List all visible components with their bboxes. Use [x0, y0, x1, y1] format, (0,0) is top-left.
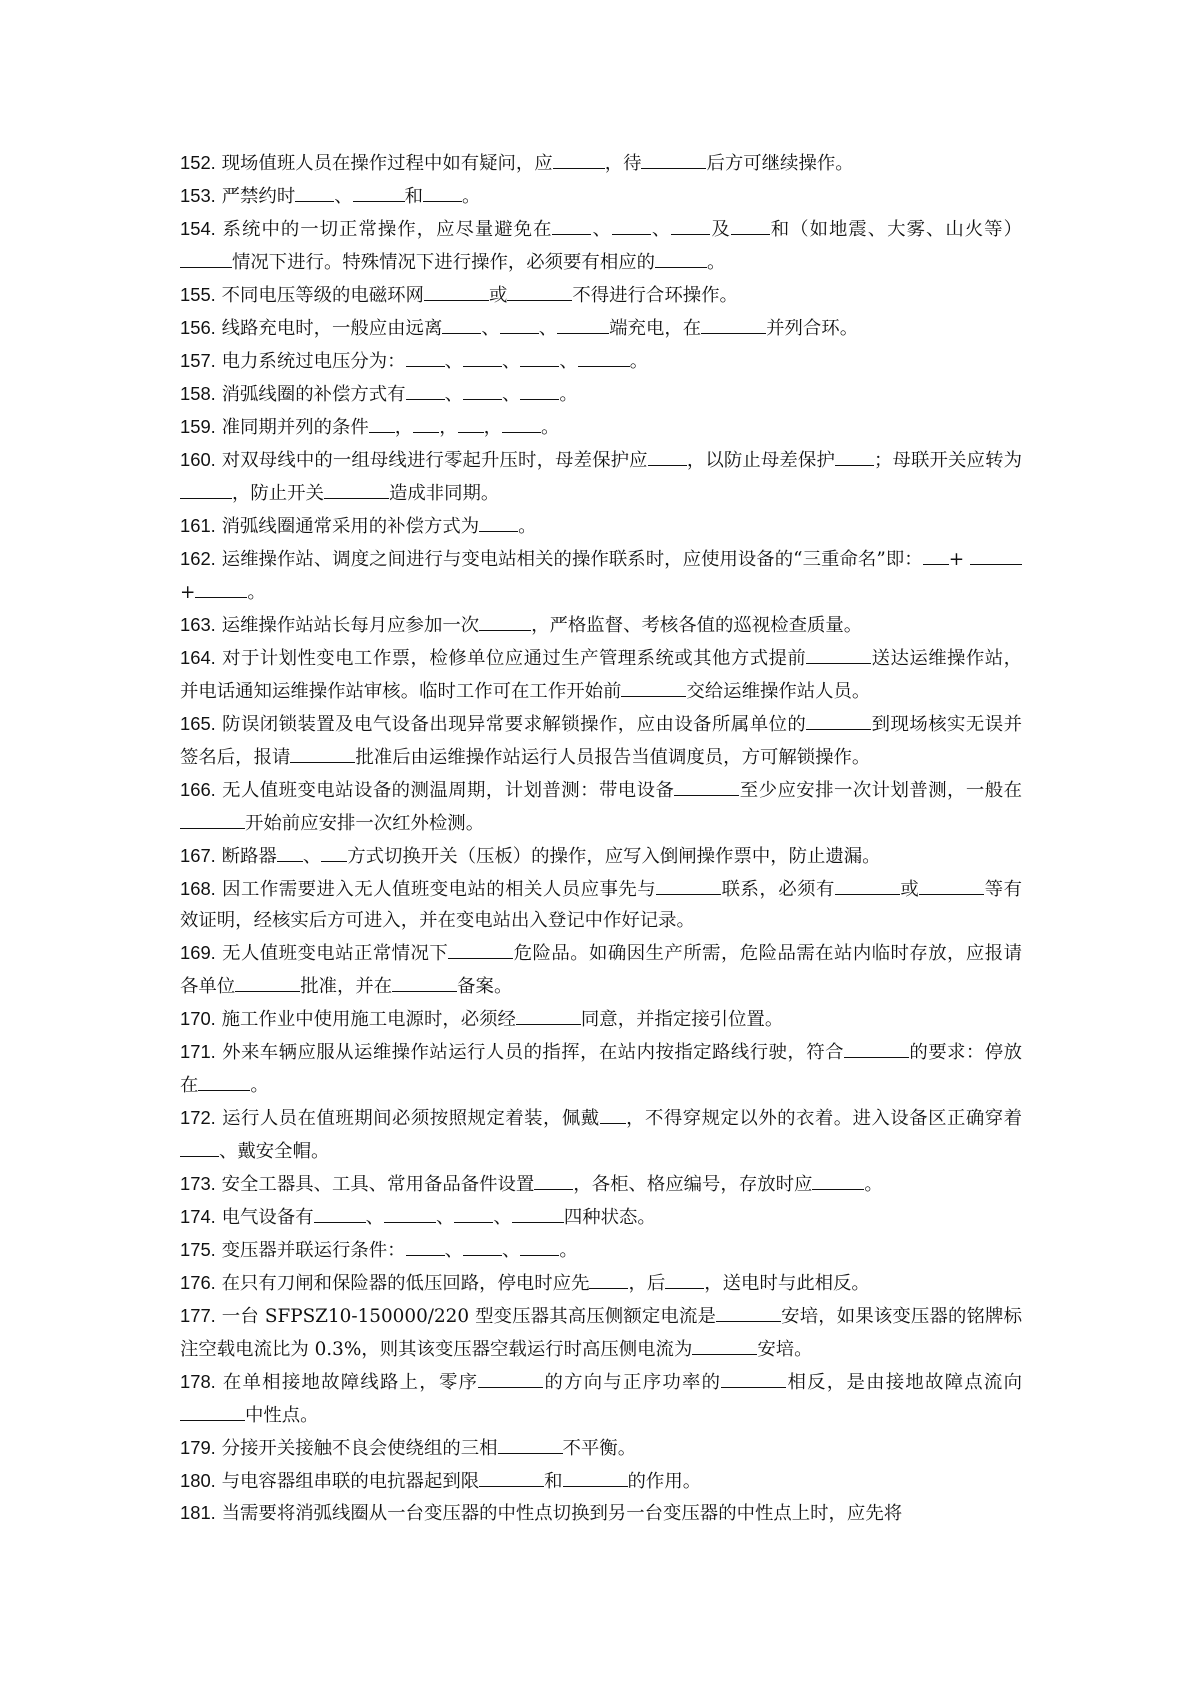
answer-blank[interactable]	[520, 1233, 559, 1256]
question-number: 170.	[180, 1008, 216, 1029]
question-number: 169.	[180, 942, 216, 963]
question-item	[180, 1200, 1022, 1233]
question-text: 、	[365, 1207, 385, 1228]
answer-blank[interactable]	[290, 740, 355, 763]
question-text: 或	[488, 285, 508, 306]
question-number: 175.	[180, 1239, 216, 1260]
question-text: 安全工器具、工具、常用备品备件设置	[215, 1174, 535, 1195]
question-item	[180, 641, 1022, 707]
question-text: 并列合环。	[766, 318, 859, 339]
question-item	[180, 146, 1022, 179]
question-text: 备案。	[457, 976, 513, 997]
question-item	[180, 773, 1022, 839]
answer-blank[interactable]	[692, 1332, 757, 1355]
question-list	[180, 146, 1022, 1529]
question-text: 方式切换开关（压板）的操作，应写入倒闸操作票中，防止遗漏。	[347, 846, 881, 867]
question-number: 168.	[180, 878, 216, 899]
answer-blank[interactable]	[641, 146, 706, 169]
answer-blank[interactable]	[516, 1002, 581, 1025]
question-text: 、	[493, 1207, 512, 1228]
question-text: 不平衡。	[562, 1438, 637, 1459]
answer-blank[interactable]	[731, 212, 770, 235]
question-text: 和（如地震、大雾、山火等）	[769, 219, 1022, 240]
answer-blank[interactable]	[180, 806, 245, 829]
question-item	[180, 410, 1022, 443]
question-text: 相反，是由接地故障点流向	[786, 1372, 1022, 1393]
question-text: 等有效证明，经核实后方可进入，并在变电站出入登记中作好记录。	[180, 879, 1022, 931]
question-text: 电力系统过电压分为：	[215, 351, 406, 372]
question-text: 后方可继续操作。	[706, 153, 854, 174]
question-text: ，各柜、格应编号，存放时应	[573, 1174, 813, 1195]
answer-blank[interactable]	[701, 311, 766, 334]
question-number: 176.	[180, 1272, 216, 1293]
question-text: 同意，并指定接引位置。	[580, 1009, 784, 1030]
answer-blank[interactable]	[479, 1464, 544, 1487]
answer-blank[interactable]	[424, 278, 489, 301]
question-text: 。	[250, 1075, 269, 1096]
question-text: ，待	[604, 153, 642, 174]
question-number: 177.	[180, 1305, 216, 1326]
question-text: 不得进行合环操作。	[572, 285, 738, 306]
question-text: ，送电时与此相反。	[704, 1273, 870, 1294]
answer-blank[interactable]	[458, 410, 484, 433]
question-item	[180, 936, 1022, 1002]
question-text: ，后	[628, 1273, 666, 1294]
question-text: 、	[559, 351, 578, 372]
question-number: 167.	[180, 845, 216, 866]
answer-blank[interactable]	[502, 410, 541, 433]
question-item	[180, 1167, 1022, 1200]
answer-blank[interactable]	[600, 1101, 626, 1124]
answer-blank[interactable]	[195, 575, 247, 598]
answer-blank[interactable]	[553, 146, 605, 169]
question-text: 。	[462, 186, 481, 207]
answer-blank[interactable]	[552, 212, 591, 235]
answer-blank[interactable]	[557, 311, 609, 334]
question-item	[180, 839, 1022, 872]
answer-blank[interactable]	[180, 245, 232, 268]
answer-blank[interactable]	[563, 1464, 628, 1487]
answer-blank[interactable]	[512, 1200, 564, 1223]
answer-blank[interactable]	[392, 969, 457, 992]
question-number: 171.	[180, 1041, 216, 1062]
question-text: 中性点。	[245, 1405, 319, 1426]
answer-blank[interactable]	[520, 344, 559, 367]
question-item	[180, 1497, 1022, 1529]
question-text: ，严格监督、考核各值的巡视检查质量。	[531, 615, 863, 636]
question-text: 防误闭锁装置及电气设备出现异常要求解锁操作，应由设备所属单位的	[215, 714, 807, 735]
answer-blank[interactable]	[674, 773, 739, 796]
answer-blank[interactable]	[498, 1431, 563, 1454]
question-text: ，防止开关	[232, 483, 324, 504]
answer-blank[interactable]	[406, 377, 445, 400]
question-number: 163.	[180, 614, 216, 635]
answer-blank[interactable]	[314, 1200, 366, 1223]
question-text: 造成非同期。	[388, 483, 500, 504]
answer-blank[interactable]	[655, 245, 707, 268]
question-number: 160.	[180, 449, 216, 470]
question-item	[180, 1299, 1022, 1365]
answer-blank[interactable]	[463, 344, 502, 367]
question-text: 在只有刀闸和保险器的低压回路，停电时应先	[215, 1273, 590, 1294]
question-text: +	[948, 549, 970, 570]
question-item	[180, 1101, 1022, 1167]
question-item	[180, 1365, 1022, 1431]
question-item	[180, 1464, 1022, 1497]
question-number: 153.	[180, 185, 216, 206]
question-item	[180, 344, 1022, 377]
question-text: 运维操作站、调度之间进行与变电站相关的操作联系时，应使用设备的“三重命名”即：	[215, 549, 923, 570]
question-text: 四种状态。	[563, 1207, 656, 1228]
question-text: 安培，如果该变压器的铭牌标注空载电流比为 0.3%，则其该变压器空载运行时高压侧电流为	[180, 1306, 1022, 1360]
question-text: 无人值班变电站正常情况下	[215, 943, 449, 964]
question-text: 系统中的一切正常操作，应尽量避免在	[215, 219, 553, 240]
question-text: 、戴安全帽。	[219, 1141, 330, 1162]
answer-blank[interactable]	[970, 542, 1022, 565]
question-text: 、	[501, 351, 521, 372]
question-text: 不同电压等级的电磁环网	[215, 285, 424, 306]
question-item	[180, 608, 1022, 641]
question-text: 对于计划性变电工作票，检修单位应通过生产管理系统或其他方式提前	[215, 648, 807, 669]
question-text: 变压器并联运行条件：	[215, 1240, 406, 1261]
question-item	[180, 212, 1022, 278]
answer-blank[interactable]	[479, 509, 518, 532]
question-text: 准同期并列的条件	[215, 417, 369, 438]
answer-blank[interactable]	[198, 1068, 250, 1091]
question-text: 情况下进行。特殊情况下进行操作，必须要有相应的	[232, 252, 655, 273]
answer-blank[interactable]	[478, 1365, 543, 1388]
answer-blank[interactable]	[648, 443, 687, 466]
answer-blank[interactable]	[353, 179, 405, 202]
question-text: 严禁约时	[215, 186, 296, 207]
question-text: 至少应安排一次计划普测，一般在	[739, 780, 1022, 801]
question-text: 线路充电时，一般应由远离	[215, 318, 443, 339]
answer-blank[interactable]	[180, 476, 232, 499]
question-number: 181.	[180, 1502, 216, 1523]
answer-blank[interactable]	[721, 1365, 786, 1388]
question-text: 、	[436, 1207, 455, 1228]
answer-blank[interactable]	[180, 1398, 245, 1421]
question-item	[180, 1233, 1022, 1266]
question-text: 对双母线中的一组母线进行零起升压时，母差保护应	[215, 450, 648, 471]
question-text: 联系，必须有	[721, 879, 835, 900]
answer-blank[interactable]	[844, 1035, 909, 1058]
question-number: 152.	[180, 152, 216, 173]
question-text: 、	[650, 219, 672, 240]
question-number: 178.	[180, 1371, 216, 1392]
question-item	[180, 509, 1022, 542]
question-text: 、	[334, 186, 353, 207]
question-text: 端充电，在	[609, 318, 702, 339]
question-number: 155.	[180, 284, 216, 305]
question-text: 。	[247, 582, 266, 603]
question-number: 174.	[180, 1206, 216, 1227]
question-item	[180, 278, 1022, 311]
answer-blank[interactable]	[423, 179, 462, 202]
answer-blank[interactable]	[369, 410, 395, 433]
answer-blank[interactable]	[665, 1266, 704, 1289]
question-text: 送达运维操作站，并电话通知运维操作站审核。临时工作可在工作开始前	[180, 648, 1022, 702]
question-text: 。	[559, 1240, 578, 1261]
answer-blank[interactable]	[295, 179, 334, 202]
answer-blank[interactable]	[589, 1266, 628, 1289]
question-text: 在单相接地故障线路上，零序	[215, 1372, 479, 1393]
question-text: 的要求：停放在	[180, 1042, 1022, 1096]
question-number: 165.	[180, 713, 216, 734]
answer-blank[interactable]	[923, 542, 949, 565]
question-text: 。	[864, 1174, 883, 1195]
question-text: 和	[544, 1471, 563, 1492]
answer-blank[interactable]	[454, 1200, 493, 1223]
answer-blank[interactable]	[479, 608, 531, 631]
question-text: 。	[707, 252, 726, 273]
answer-blank[interactable]	[835, 872, 900, 895]
question-text: 、	[444, 1240, 463, 1261]
question-text: 运行人员在值班期间必须按照规定着装，佩戴	[215, 1108, 600, 1129]
question-text: 交给运维操作站人员。	[686, 681, 871, 702]
question-text: 及	[710, 219, 731, 240]
question-text: 运维操作站站长每月应参加一次	[215, 615, 480, 636]
question-text: 。	[559, 384, 578, 405]
question-text: 施工作业中使用施工电源时，必须经	[215, 1009, 516, 1030]
question-number: 172.	[180, 1107, 216, 1128]
question-text: 。	[541, 417, 560, 438]
question-text: 和	[404, 186, 424, 207]
question-item	[180, 311, 1022, 344]
question-number: 154.	[180, 218, 216, 239]
question-number: 158.	[180, 383, 216, 404]
question-text: ，	[439, 417, 458, 438]
answer-blank[interactable]	[612, 212, 651, 235]
answer-blank[interactable]	[277, 839, 303, 862]
question-text: 、	[591, 219, 612, 240]
question-text: ；母联开关应转为	[873, 450, 1022, 471]
answer-blank[interactable]	[534, 1167, 573, 1190]
question-item	[180, 1266, 1022, 1299]
answer-blank[interactable]	[324, 476, 389, 499]
question-number: 159.	[180, 416, 216, 437]
question-number: 180.	[180, 1470, 216, 1491]
question-text: 无人值班变电站设备的测温周期，计划普测：带电设备	[215, 780, 675, 801]
answer-blank[interactable]	[500, 311, 539, 334]
question-number: 156.	[180, 317, 216, 338]
answer-blank[interactable]	[621, 674, 686, 697]
question-text: 分接开关接触不良会使绕组的三相	[215, 1438, 498, 1459]
question-text: 、	[481, 318, 500, 339]
question-item	[180, 179, 1022, 212]
question-text: 、	[444, 384, 463, 405]
question-text: +	[180, 582, 196, 603]
question-text: 批准后由运维操作站运行人员报告当值调度员，方可解锁操作。	[355, 747, 871, 768]
question-text: 批准，并在	[300, 976, 393, 997]
answer-blank[interactable]	[919, 872, 984, 895]
answer-blank[interactable]	[578, 344, 630, 367]
question-item	[180, 542, 1022, 608]
answer-blank[interactable]	[321, 839, 347, 862]
question-text: 、	[501, 384, 521, 405]
question-text: 断路器	[215, 846, 277, 867]
answer-blank[interactable]	[806, 707, 871, 730]
answer-blank[interactable]	[413, 410, 439, 433]
answer-blank[interactable]	[442, 311, 481, 334]
question-text: ，	[483, 417, 502, 438]
question-item	[180, 377, 1022, 410]
question-text: 、	[538, 318, 558, 339]
question-text: 到现场核实无误并签名后，报请	[180, 714, 1022, 768]
question-text: 外来车辆应服从运维操作站运行人员的指挥，在站内按指定路线行驶，符合	[215, 1042, 844, 1063]
question-text: 与电容器组串联的电抗器起到限	[215, 1471, 480, 1492]
question-text: 现场值班人员在操作过程中如有疑问，应	[215, 153, 553, 174]
question-item	[180, 707, 1022, 773]
answer-blank[interactable]	[384, 1200, 436, 1223]
answer-blank[interactable]	[235, 969, 300, 992]
question-text: ，以防止母差保护	[686, 450, 835, 471]
question-text: 一台 SFPSZ10-150000/220 型变压器其高压侧额定电流是	[215, 1306, 717, 1327]
question-text: 的方向与正序功率的	[543, 1372, 722, 1393]
question-text: 或	[899, 879, 920, 900]
question-number: 166.	[180, 779, 216, 800]
question-number: 173.	[180, 1173, 216, 1194]
question-text: 消弧线圈通常采用的补偿方式为	[215, 516, 480, 537]
question-text: 当需要将消弧线圈从一台变压器的中性点切换到另一台变压器的中性点上时，应先将	[215, 1503, 903, 1524]
question-text: 消弧线圈的补偿方式有	[215, 384, 406, 405]
question-text: 、	[302, 846, 322, 867]
question-text: 安培。	[757, 1339, 813, 1360]
question-item	[180, 1002, 1022, 1035]
answer-blank[interactable]	[520, 377, 559, 400]
answer-blank[interactable]	[406, 1233, 445, 1256]
question-item	[180, 1431, 1022, 1464]
question-text: 危险品。如确因生产所需，危险品需在站内临时存放，应报请各单位	[180, 943, 1022, 997]
question-number: 161.	[180, 515, 216, 536]
question-number: 162.	[180, 548, 216, 569]
question-text: ，不得穿规定以外的衣着。进入设备区正确穿着	[625, 1108, 1022, 1129]
answer-blank[interactable]	[180, 1134, 219, 1157]
question-text: 因工作需要进入无人值班变电站的相关人员应事先与	[215, 879, 657, 900]
answer-blank[interactable]	[463, 1233, 502, 1256]
question-text: 。	[518, 516, 537, 537]
answer-blank[interactable]	[835, 443, 874, 466]
answer-blank[interactable]	[716, 1299, 781, 1322]
question-text: 、	[501, 1240, 521, 1261]
answer-blank[interactable]	[671, 212, 710, 235]
question-item	[180, 1035, 1022, 1101]
question-number: 179.	[180, 1437, 216, 1458]
question-number: 164.	[180, 647, 216, 668]
question-text: 的作用。	[627, 1471, 702, 1492]
question-item	[180, 872, 1022, 936]
question-text: 开始前应安排一次红外检测。	[245, 813, 485, 834]
answer-blank[interactable]	[806, 641, 871, 664]
question-item	[180, 443, 1022, 509]
answer-blank[interactable]	[448, 936, 513, 959]
answer-blank[interactable]	[812, 1167, 864, 1190]
question-text: 电气设备有	[215, 1207, 314, 1228]
answer-blank[interactable]	[463, 377, 502, 400]
question-text: ，	[394, 417, 414, 438]
question-text: 。	[629, 351, 649, 372]
question-number: 157.	[180, 350, 216, 371]
question-text: 、	[444, 351, 463, 372]
answer-blank[interactable]	[406, 344, 445, 367]
answer-blank[interactable]	[507, 278, 572, 301]
answer-blank[interactable]	[656, 872, 721, 895]
